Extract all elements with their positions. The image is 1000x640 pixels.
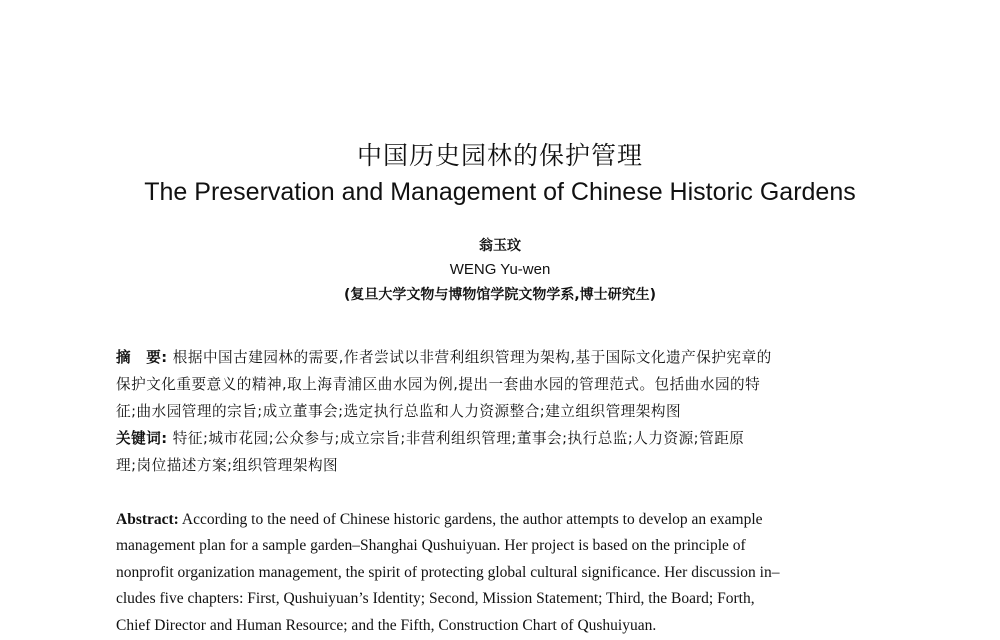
author-name-chinese: 翁玉玟: [479, 238, 521, 254]
english-abstract-text: nonprofit organization management, the spirit of protecting global cultural significance. Her discussion in–: [116, 563, 780, 581]
english-abstract-label: Abstract:: [116, 511, 179, 528]
keywords-line: [116, 425, 906, 452]
keywords-text: 特征;城市花园;公众参与;成立宗旨;非营利组织管理;董事会;执行总监;人力资源;管距原: [172, 430, 745, 447]
author-affiliation: (复旦大学文物与博物馆学院文物学系,博士研究生): [343, 287, 657, 303]
english-abstract-text: management plan for a sample garden–Shanghai Qushuiyuan. Her project is based on the principle of: [116, 537, 746, 555]
chinese-abstract-label: 摘 要:: [116, 349, 168, 366]
chinese-abstract-text: 根据中国古建园林的需要,作者尝试以非营利组织管理为架构,基于国际文化遗产保护宪章的: [172, 349, 772, 366]
english-abstract-line: [116, 560, 908, 586]
chinese-abstract-line: [116, 398, 906, 425]
english-abstract-block: [116, 507, 908, 639]
english-abstract-text: According to the need of Chinese historic gardens, the author attempts to develop an example: [181, 511, 763, 528]
chinese-abstract-line: [116, 344, 906, 371]
title-english: The Preservation and Management of Chinese Historic Gardens: [144, 178, 856, 206]
english-abstract-text: Chief Director and Human Resource; and the Fifth, Construction Chart of Qushuiyuan.: [116, 616, 657, 634]
english-abstract-line: [116, 507, 908, 533]
english-abstract-line: [116, 586, 908, 612]
chinese-abstract-text: 征;曲水园管理的宗旨;成立董事会;选定执行总监和人力资源整合;建立组织管理架构图: [116, 403, 682, 420]
chinese-abstract-line: [116, 371, 906, 398]
keywords-line: [116, 452, 906, 479]
keywords-label: 关键词:: [116, 430, 168, 447]
english-abstract-text: cludes five chapters: First, Qushuiyuan’s Identity; Second, Mission Statement; Third, the Board; Forth,: [116, 590, 755, 608]
title-chinese: 中国历史园林的保护管理: [356, 141, 643, 170]
chinese-abstract-block: [116, 344, 906, 479]
english-abstract-line: [116, 613, 908, 639]
author-name-english: WENG Yu-wen: [449, 261, 551, 278]
keywords-text: 理;岗位描述方案;组织管理架构图: [116, 457, 339, 474]
chinese-abstract-text: 保护文化重要意义的精神,取上海青浦区曲水园为例,提出一套曲水园的管理范式。包括曲水园的特: [116, 376, 761, 393]
english-abstract-line: [116, 533, 908, 559]
